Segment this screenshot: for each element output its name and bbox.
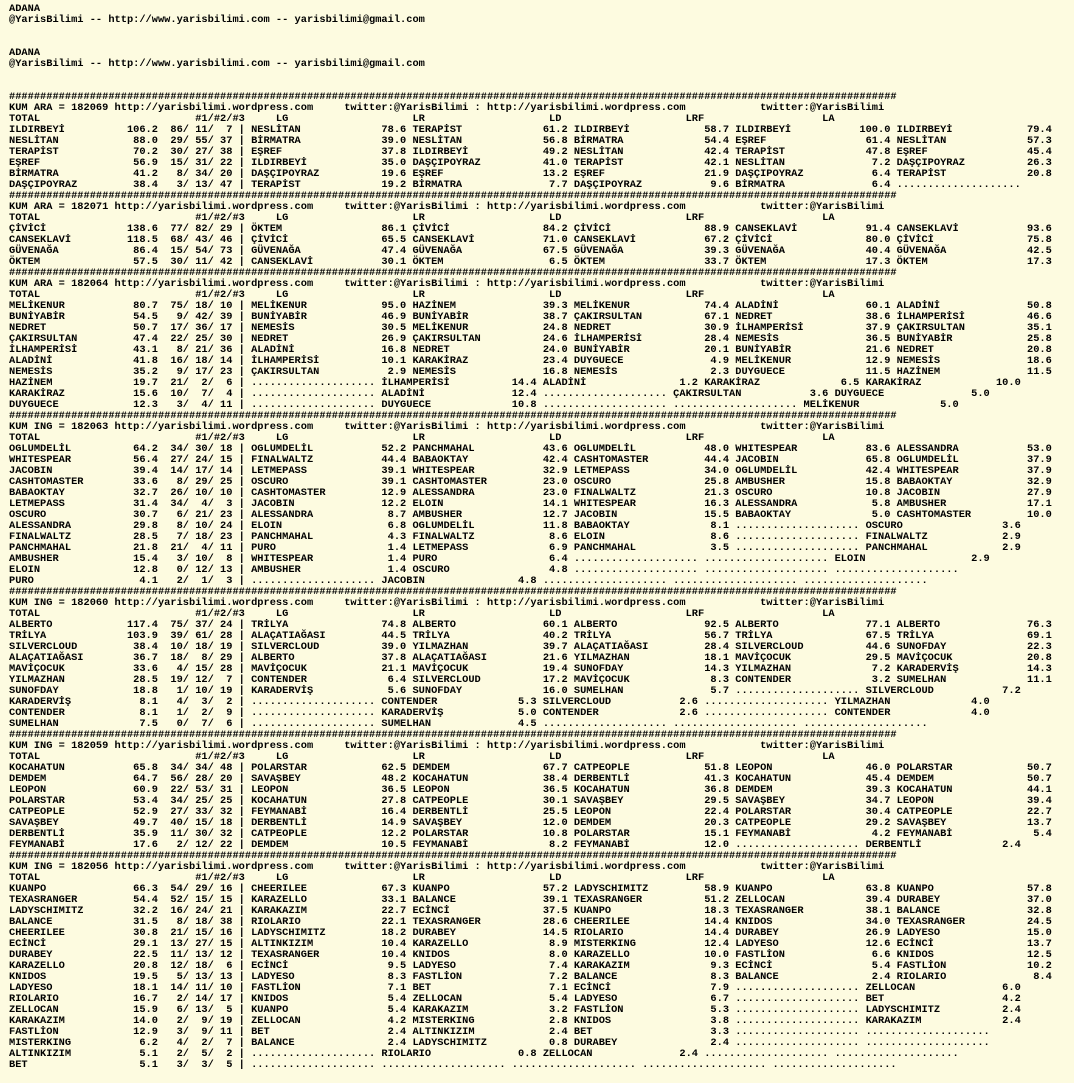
report-header-1: ADANA @YarisBilimi -- http://www.yarisbilimi.com -- yarisbilimi@gmail.com — [9, 3, 425, 26]
race-statistics-report: ############################################################################################################################################### KUM ARA = 182069 http://yarisbilimi.wordpress.com twitter:@YarisBilimi : http://yarisbilimi.wordpress.com twitter:@YarisBilimi TOTAL #1/#2/#3 LG LR LD LRF LA ILDIRBEYİ 106.2 86/ 11/ 7 | NESLİTAN 78.6 TERAPİST 61.2 ILDIRBEYİ 58.7 ILDIRBEYİ 100.0 ILDIRBEYİ 79.4 NESLİTAN 88.0 29/ 55/ 37 | BİRMATRA 39.0 NESLİTAN 56.8 BİRMATRA 54.4 EŞREF 61.4 NESLİTAN 57.3 TERAPİST 70.2 30/ 27/ 38 | EŞREF 37.8 ILDIRBEYİ 49.2 NESLİTAN 42.4 TERAPİST 47.8 EŞREF 45.4 EŞREF 56.9 15/ 31/ 22 | ILDIRBEYİ 35.0 DAŞÇIPOYRAZ 41.0 TERAPİST 42.1 NESLİTAN 7.2 DAŞÇIPOYRAZ 26.3 BİRMATRA 41.2 8/ 34/ 20 | DAŞÇIPOYRAZ 19.6 EŞREF 13.2 EŞREF 21.9 DAŞÇIPOYRAZ 6.4 TERAPİST 20.8 DAŞÇIPOYRAZ 38.4 3/ 13/ 47 | TERAPİST 19.2 BİRMATRA 7.7 DAŞÇIPOYRAZ 9.6 BİRMATRA 6.4 .................... ############################################################################################################################################### KUM ARA = 182071 http://yarisbilimi.wordpress.com twitter:@YarisBilimi : http://yarisbilimi.wordpress.com twitter:@YarisBilimi TOTAL #1/#2/#3 LG LR LD LRF LA ÇİVİCİ 138.6 77/ 82/ 29 | ÖKTEM 86.1 ÇİVİCİ 84.2 ÇİVİCİ 88.9 CANSEKLAVİ 91.4 CANSEKLAVİ 93.6 CANSEKLAVİ 118.5 68/ 43/ 46 | ÇİVİCİ 65.5 CANSEKLAVİ 71.0 CANSEKLAVİ 67.2 ÇİVİCİ 80.0 ÇİVİCİ 75.8 GÜVENAĞA 86.4 15/ 54/ 73 | GÜVENAĞA 47.4 GÜVENAĞA 67.5 GÜVENAĞA 39.3 GÜVENAĞA 40.4 GÜVENAĞA 42.5 ÖKTEM 57.5 30/ 11/ 42 | CANSEKLAVİ 30.1 ÖKTEM 6.5 ÖKTEM 33.7 ÖKTEM 17.3 ÖKTEM 17.3 ############################################################################################################################################### KUM ARA = 182064 http://yarisbilimi.wordpress.com twitter:@YarisBilimi : http://yarisbilimi.wordpress.com twitter:@YarisBilimi TOTAL #1/#2/#3 LG LR LD LRF LA MELİKENUR 80.7 75/ 18/ 10 | MELİKENUR 95.0 HAZİNEM 39.3 MELİKENUR 74.4 ALADİNİ 60.1 ALADİNİ 50.8 BUNİYABİR 54.5 9/ 42/ 39 | BUNİYABİR 46.9 BUNİYABİR 38.7 ÇAKIRSULTAN 67.1 NEDRET 38.6 İLHAMPERİSİ 46.6 NEDRET 50.7 17/ 36/ 17 | NEMESİS 30.5 MELİKENUR 24.8 NEDRET 30.9 İLHAMPERİSİ 37.9 ÇAKIRSULTAN 35.1 ÇAKIRSULTAN 47.4 22/ 25/ 30 | NEDRET 26.9 ÇAKIRSULTAN 24.6 İLHAMPERİSİ 28.4 NEMESİS 36.5 BUNİYABİR 25.8 İLHAMPERİSİ 43.1 8/ 21/ 36 | ALADİNİ 16.8 NEDRET 24.0 BUNİYABİR 20.1 BUNİYABİR 21.6 NEDRET 20.8 ALADİNİ 41.8 16/ 18/ 14 | İLHAMPERİSİ 10.1 KARAKİRAZ 23.4 DUYGUECE 4.9 MELİKENUR 12.9 NEMESİS 18.6 NEMESİS 35.2 9/ 17/ 23 | ÇAKIRSULTAN 2.9 NEMESİS 16.8 NEMESİS 2.3 DUYGUECE 11.5 HAZİNEM 11.5 HAZİNEM 19.7 21/ 2/ 6 | .................... İLHAMPERİSİ 14.4 ALADİNİ 1.2 KARAKİRAZ 6.5 KARAKİRAZ 10.0 KARAKİRAZ 15.6 10/ 7/ 4 | .................... ALADİNİ 12.4 .................... ÇAKIRSULTAN 3.6 DUYGUECE 5.0 DUYGUECE 12.3 3/ 4/ 11 | .................... DUYGUECE 10.8 .................... .................... MELİKENUR 5.0 ############################################################################################################################################### KUM ING = 182063 http://yarisbilimi.wordpress.com twitter:@YarisBilimi : http://yarisbilimi.wordpress.com twitter:@YarisBilimi TOTAL #1/#2/#3 LG LR LD LRF LA OGLUMDELİL 64.2 34/ 30/ 18 | OGLUMDELİL 52.2 PANCHMAHAL 43.6 OGLUMDELİL 48.0 WHITESPEAR 83.6 ALESSANDRA 53.0 WHITESPEAR 56.4 27/ 24/ 15 | FINALWALTZ 44.4 BABAOKTAY 42.4 CASHTOMASTER 44.4 JACOBIN 65.8 OGLUMDELİL 37.9 JACOBIN 39.4 14/ 17/ 14 | LETMEPASS 39.1 WHITESPEAR 32.9 LETMEPASS 34.0 OGLUMDELİL 42.4 WHITESPEAR 37.9 CASHTOMASTER 33.6 8/ 29/ 25 | OSCURO 39.1 CASHTOMASTER 23.0 OSCURO 25.8 AMBUSHER 15.8 BABAOKTAY 32.9 BABAOKTAY 32.7 26/ 10/ 10 | CASHTOMASTER 12.9 ALESSANDRA 23.0 FINALWALTZ 21.3 OSCURO 10.8 JACOBIN 27.9 LETMEPASS 31.4 34/ 4/ 3 | JACOBIN 12.2 ELOIN 14.1 WHITESPEAR 16.3 ALESSANDRA 5.8 AMBUSHER 17.1 OSCURO 30.7 6/ 21/ 23 | ALESSANDRA 8.7 AMBUSHER 12.7 JACOBIN 15.5 BABAOKTAY 5.0 CASHTOMASTER 10.0 ALESSANDRA 29.8 8/ 10/ 24 | ELOIN 6.8 OGLUMDELİL 11.8 BABAOKTAY 8.1 .................... OSCURO 3.6 FINALWALTZ 28.5 7/ 18/ 23 | PANCHMAHAL 4.3 FINALWALTZ 8.6 ELOIN 8.6 .................... FINALWALTZ 2.9 PANCHMAHAL 21.8 21/ 4/ 11 | PURO 1.4 LETMEPASS 6.9 PANCHMAHAL 3.5 .................... PANCHMAHAL 2.9 AMBUSHER 15.4 3/ 10/ 8 | WHITESPEAR 1.4 PURO 6.4 .................... .................... ELOIN 2.9 ELOIN 12.8 0/ 12/ 13 | AMBUSHER 1.4 OSCURO 4.8 .................... .................... .................... PURO 4.1 2/ 1/ 3 | .................... JACOBIN 4.8 .................... .................... .................... ############################################################################################################################################### KUM ING = 182060 http://yarisbilimi.wordpress.com twitter:@YarisBilimi : http://yarisbilimi.wordpress.com twitter:@YarisBilimi TOTAL #1/#2/#3 LG LR LD LRF LA ALBERTO 117.4 75/ 37/ 24 | TRİLYA 74.8 ALBERTO 60.1 ALBERTO 92.5 ALBERTO 77.1 ALBERTO 76.3 TRİLYA 103.9 39/ 61/ 28 | ALAÇATIAĞASI 44.5 TRİLYA 40.2 TRİLYA 56.7 TRİLYA 67.5 TRİLYA 69.1 SILVERCLOUD 38.4 10/ 18/ 19 | SILVERCLOUD 39.0 YILMAZHAN 39.7 ALAÇATIAĞASI 28.4 SILVERCLOUD 44.6 SUNOFDAY 22.3 ALAÇATIAĞASI 36.7 18/ 8/ 29 | ALBERTO 37.8 ALAÇATIAĞASI 21.6 YILMAZHAN 18.1 MAVİÇOCUK 29.5 MAVİÇOCUK 20.8 MAVİÇOCUK 33.6 4/ 15/ 28 | MAVİÇOCUK 21.1 MAVİÇOCUK 19.4 SUNOFDAY 14.3 YILMAZHAN 7.2 KARADERVİŞ 14.3 YILMAZHAN 28.5 19/ 12/ 7 | CONTENDER 6.4 SILVERCLOUD 17.2 MAVİÇOCUK 8.3 CONTENDER 3.2 SUMELHAN 11.1 SUNOFDAY 18.8 1/ 10/ 19 | KARADERVİŞ 5.6 SUNOFDAY 16.0 SUMELHAN 5.7 .................... SILVERCLOUD 7.2 KARADERVİŞ 8.1 4/ 3/ 2 | .................... CONTENDER 5.3 SILVERCLOUD 2.6 .................... YILMAZHAN 4.0 CONTENDER 8.1 1/ 2/ 9 | .................... KARADERVİŞ 5.0 CONTENDER 2.6 .................... CONTENDER 4.0 SUMELHAN 7.5 0/ 7/ 6 | .................... SUMELHAN 4.5 .................... .................... .................... ############################################################################################################################################### KUM ING = 182059 http://yarisbilimi.wordpress.com twitter:@YarisBilimi : http://yarisbilimi.wordpress.com twitter:@YarisBilimi TOTAL #1/#2/#3 LG LR LD LRF LA KOCAHATUN 65.8 34/ 34/ 48 | POLARSTAR 62.5 DEMDEM 67.7 CATPEOPLE 51.8 LEOPON 46.0 POLARSTAR 50.7 DEMDEM 64.7 56/ 28/ 20 | SAVAŞBEY 48.2 KOCAHATUN 38.4 DERBENTLİ 41.3 KOCAHATUN 45.4 DEMDEM 50.7 LEOPON 60.9 22/ 53/ 31 | LEOPON 36.5 LEOPON 36.5 KOCAHATUN 36.8 DEMDEM 39.3 KOCAHATUN 44.1 POLARSTAR 53.4 34/ 25/ 25 | KOCAHATUN 27.8 CATPEOPLE 30.1 SAVAŞBEY 29.5 SAVAŞBEY 34.7 LEOPON 39.4 CATPEOPLE 52.9 27/ 33/ 32 | FEYMANABİ 16.4 DERBENTLİ 25.5 LEOPON 22.4 POLARSTAR 30.4 CATPEOPLE 22.7 SAVAŞBEY 49.7 40/ 15/ 18 | DERBENTLİ 14.9 SAVAŞBEY 12.0 DEMDEM 20.3 CATPEOPLE 29.2 SAVAŞBEY 13.7 DERBENTLİ 35.9 11/ 30/ 32 | CATPEOPLE 12.2 POLARSTAR 10.8 POLARSTAR 15.1 FEYMANABİ 4.2 FEYMANABİ 5.4 FEYMANABİ 17.6 2/ 12/ 22 | DEMDEM 10.5 FEYMANABİ 8.2 FEYMANABİ 12.0 .................... DERBENTLİ 2.4 ############################################################################################################################################### KUM ING = 182056 http://yarisbilimi.wordpress.com twitter:@YarisBilimi : http://yarisbilimi.wordpress.com twitter:@YarisBilimi TOTAL #1/#2/#3 LG LR LD LRF LA KUANPO 66.3 54/ 29/ 16 | CHEERILEE 67.3 KUANPO 57.2 LADYSCHIMITZ 58.9 KUANPO 63.8 KUANPO 57.8 TEXASRANGER 54.4 52/ 15/ 15 | KARAZELLO 33.1 BALANCE 39.1 TEXASRANGER 51.2 ZELLOCAN 39.4 DURABEY 37.0 LADYSCHIMITZ 32.2 16/ 24/ 21 | KARAKAZIM 22.7 ECİNCİ 37.5 KUANPO 18.3 TEXASRANGER 38.1 BALANCE 32.8 BALANCE 31.5 8/ 18/ 38 | RIOLARIO 22.1 TEXASRANGER 28.6 CHEERILEE 14.4 KNIDOS 34.0 TEXASRANGER 24.5 CHEERILEE 30.8 21/ 15/ 16 | LADYSCHIMITZ 18.2 DURABEY 14.5 RIOLARIO 14.4 DURABEY 26.9 LADYESO 15.0 ECİNCİ 29.1 13/ 27/ 15 | ALTINKIZIM 10.4 KARAZELLO 8.9 MISTERKING 12.4 LADYESO 12.6 ECİNCİ 13.7 DURABEY 22.5 11/ 13/ 12 | TEXASRANGER 10.4 KNIDOS 8.0 KARAZELLO 10.0 FASTLİON 6.6 KNIDOS 12.5 KARAZELLO 20.8 12/ 18/ 6 | ECİNCİ 9.5 LADYESO 7.4 KARAKAZIM 9.3 ECİNCİ 5.4 FASTLİON 10.2 KNIDOS 19.5 5/ 13/ 13 | LADYESO 8.3 FASTLİON 7.2 BALANCE 8.3 BALANCE 2.4 RIOLARIO 8.4 LADYESO 18.1 14/ 11/ 10 | FASTLİON 7.1 BET 7.1 ECİNCİ 7.9 .................... ZELLOCAN 6.0 RIOLARIO 16.7 2/ 14/ 17 | KNIDOS 5.4 ZELLOCAN 5.4 LADYESO 6.7 .................... BET 4.2 ZELLOCAN 15.9 6/ 13/ 5 | KUANPO 5.4 KARAKAZIM 3.2 FASTLİON 5.3 .................... LADYSCHIMITZ 2.4 KARAKAZIM 14.0 2/ 9/ 19 | ZELLOCAN 4.2 MISTERKING 2.8 KNIDOS 3.8 .................... KARAKAZIM 2.4 FASTLİON 12.9 3/ 9/ 11 | BET 2.4 ALTINKIZIM 2.4 BET 3.3 .................... .................... MISTERKING 6.2 4/ 2/ 7 | BALANCE 2.4 LADYSCHIMITZ 0.8 DURABEY 2.4 .................... .................... ALTINKIZIM 5.1 2/ 5/ 2 | .................... RIOLARIO 0.8 ZELLOCAN 2.4 .................... .................... BET 5.1 3/ 3/ 5 | .................... .................... .................... .................... .................... — [9, 91, 1052, 1071]
report-header-2: ADANA @YarisBilimi -- http://www.yarisbilimi.com -- yarisbilimi@gmail.com — [9, 47, 425, 70]
header-spacer — [9, 26, 1074, 48]
header-spacer — [9, 70, 1074, 92]
